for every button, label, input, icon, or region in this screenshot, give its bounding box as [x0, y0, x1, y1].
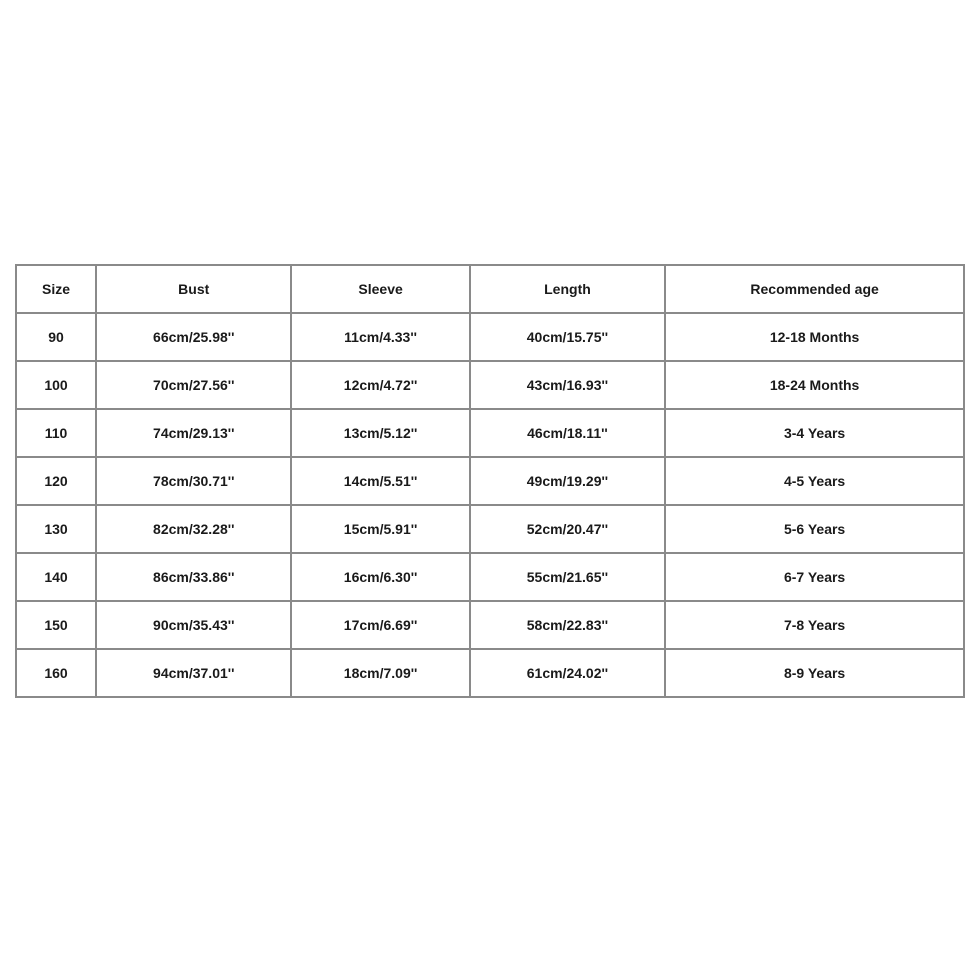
cell-recommended-age: 6-7 Years: [665, 553, 964, 601]
cell-sleeve: 14cm/5.51'': [291, 457, 469, 505]
header-size: Size: [16, 265, 96, 313]
cell-bust: 82cm/32.28'': [96, 505, 291, 553]
table-row: [16, 313, 964, 361]
size-chart-table: [15, 264, 965, 698]
cell-bust: 86cm/33.86'': [96, 553, 291, 601]
cell-size: 160: [16, 649, 96, 697]
cell-recommended-age: 18-24 Months: [665, 361, 964, 409]
cell-length: 40cm/15.75'': [470, 313, 665, 361]
cell-length: 55cm/21.65'': [470, 553, 665, 601]
cell-bust: 94cm/37.01'': [96, 649, 291, 697]
cell-bust: 70cm/27.56'': [96, 361, 291, 409]
cell-sleeve: 12cm/4.72'': [291, 361, 469, 409]
cell-length: 58cm/22.83'': [470, 601, 665, 649]
cell-length: 61cm/24.02'': [470, 649, 665, 697]
cell-recommended-age: 8-9 Years: [665, 649, 964, 697]
table-body: [16, 313, 964, 697]
cell-sleeve: 13cm/5.12'': [291, 409, 469, 457]
cell-recommended-age: 12-18 Months: [665, 313, 964, 361]
cell-length: 52cm/20.47'': [470, 505, 665, 553]
cell-length: 49cm/19.29'': [470, 457, 665, 505]
cell-size: 130: [16, 505, 96, 553]
header-recommended-age: Recommended age: [665, 265, 964, 313]
cell-size: 150: [16, 601, 96, 649]
cell-length: 43cm/16.93'': [470, 361, 665, 409]
cell-bust: 78cm/30.71'': [96, 457, 291, 505]
cell-bust: 90cm/35.43'': [96, 601, 291, 649]
table-row: [16, 409, 964, 457]
cell-bust: 74cm/29.13'': [96, 409, 291, 457]
cell-sleeve: 15cm/5.91'': [291, 505, 469, 553]
table-row: [16, 505, 964, 553]
cell-recommended-age: 4-5 Years: [665, 457, 964, 505]
cell-sleeve: 16cm/6.30'': [291, 553, 469, 601]
cell-recommended-age: 3-4 Years: [665, 409, 964, 457]
cell-size: 90: [16, 313, 96, 361]
table-row: [16, 649, 964, 697]
cell-bust: 66cm/25.98'': [96, 313, 291, 361]
cell-sleeve: 18cm/7.09'': [291, 649, 469, 697]
cell-recommended-age: 5-6 Years: [665, 505, 964, 553]
cell-length: 46cm/18.11'': [470, 409, 665, 457]
table-row: [16, 457, 964, 505]
cell-sleeve: 11cm/4.33'': [291, 313, 469, 361]
cell-sleeve: 17cm/6.69'': [291, 601, 469, 649]
header-bust: Bust: [96, 265, 291, 313]
header-length: Length: [470, 265, 665, 313]
cell-size: 140: [16, 553, 96, 601]
cell-size: 100: [16, 361, 96, 409]
header-row: [16, 265, 964, 313]
cell-size: 110: [16, 409, 96, 457]
table-row: [16, 553, 964, 601]
table-row: [16, 361, 964, 409]
header-sleeve: Sleeve: [291, 265, 469, 313]
table-row: [16, 601, 964, 649]
table-header: [16, 265, 964, 313]
cell-size: 120: [16, 457, 96, 505]
cell-recommended-age: 7-8 Years: [665, 601, 964, 649]
